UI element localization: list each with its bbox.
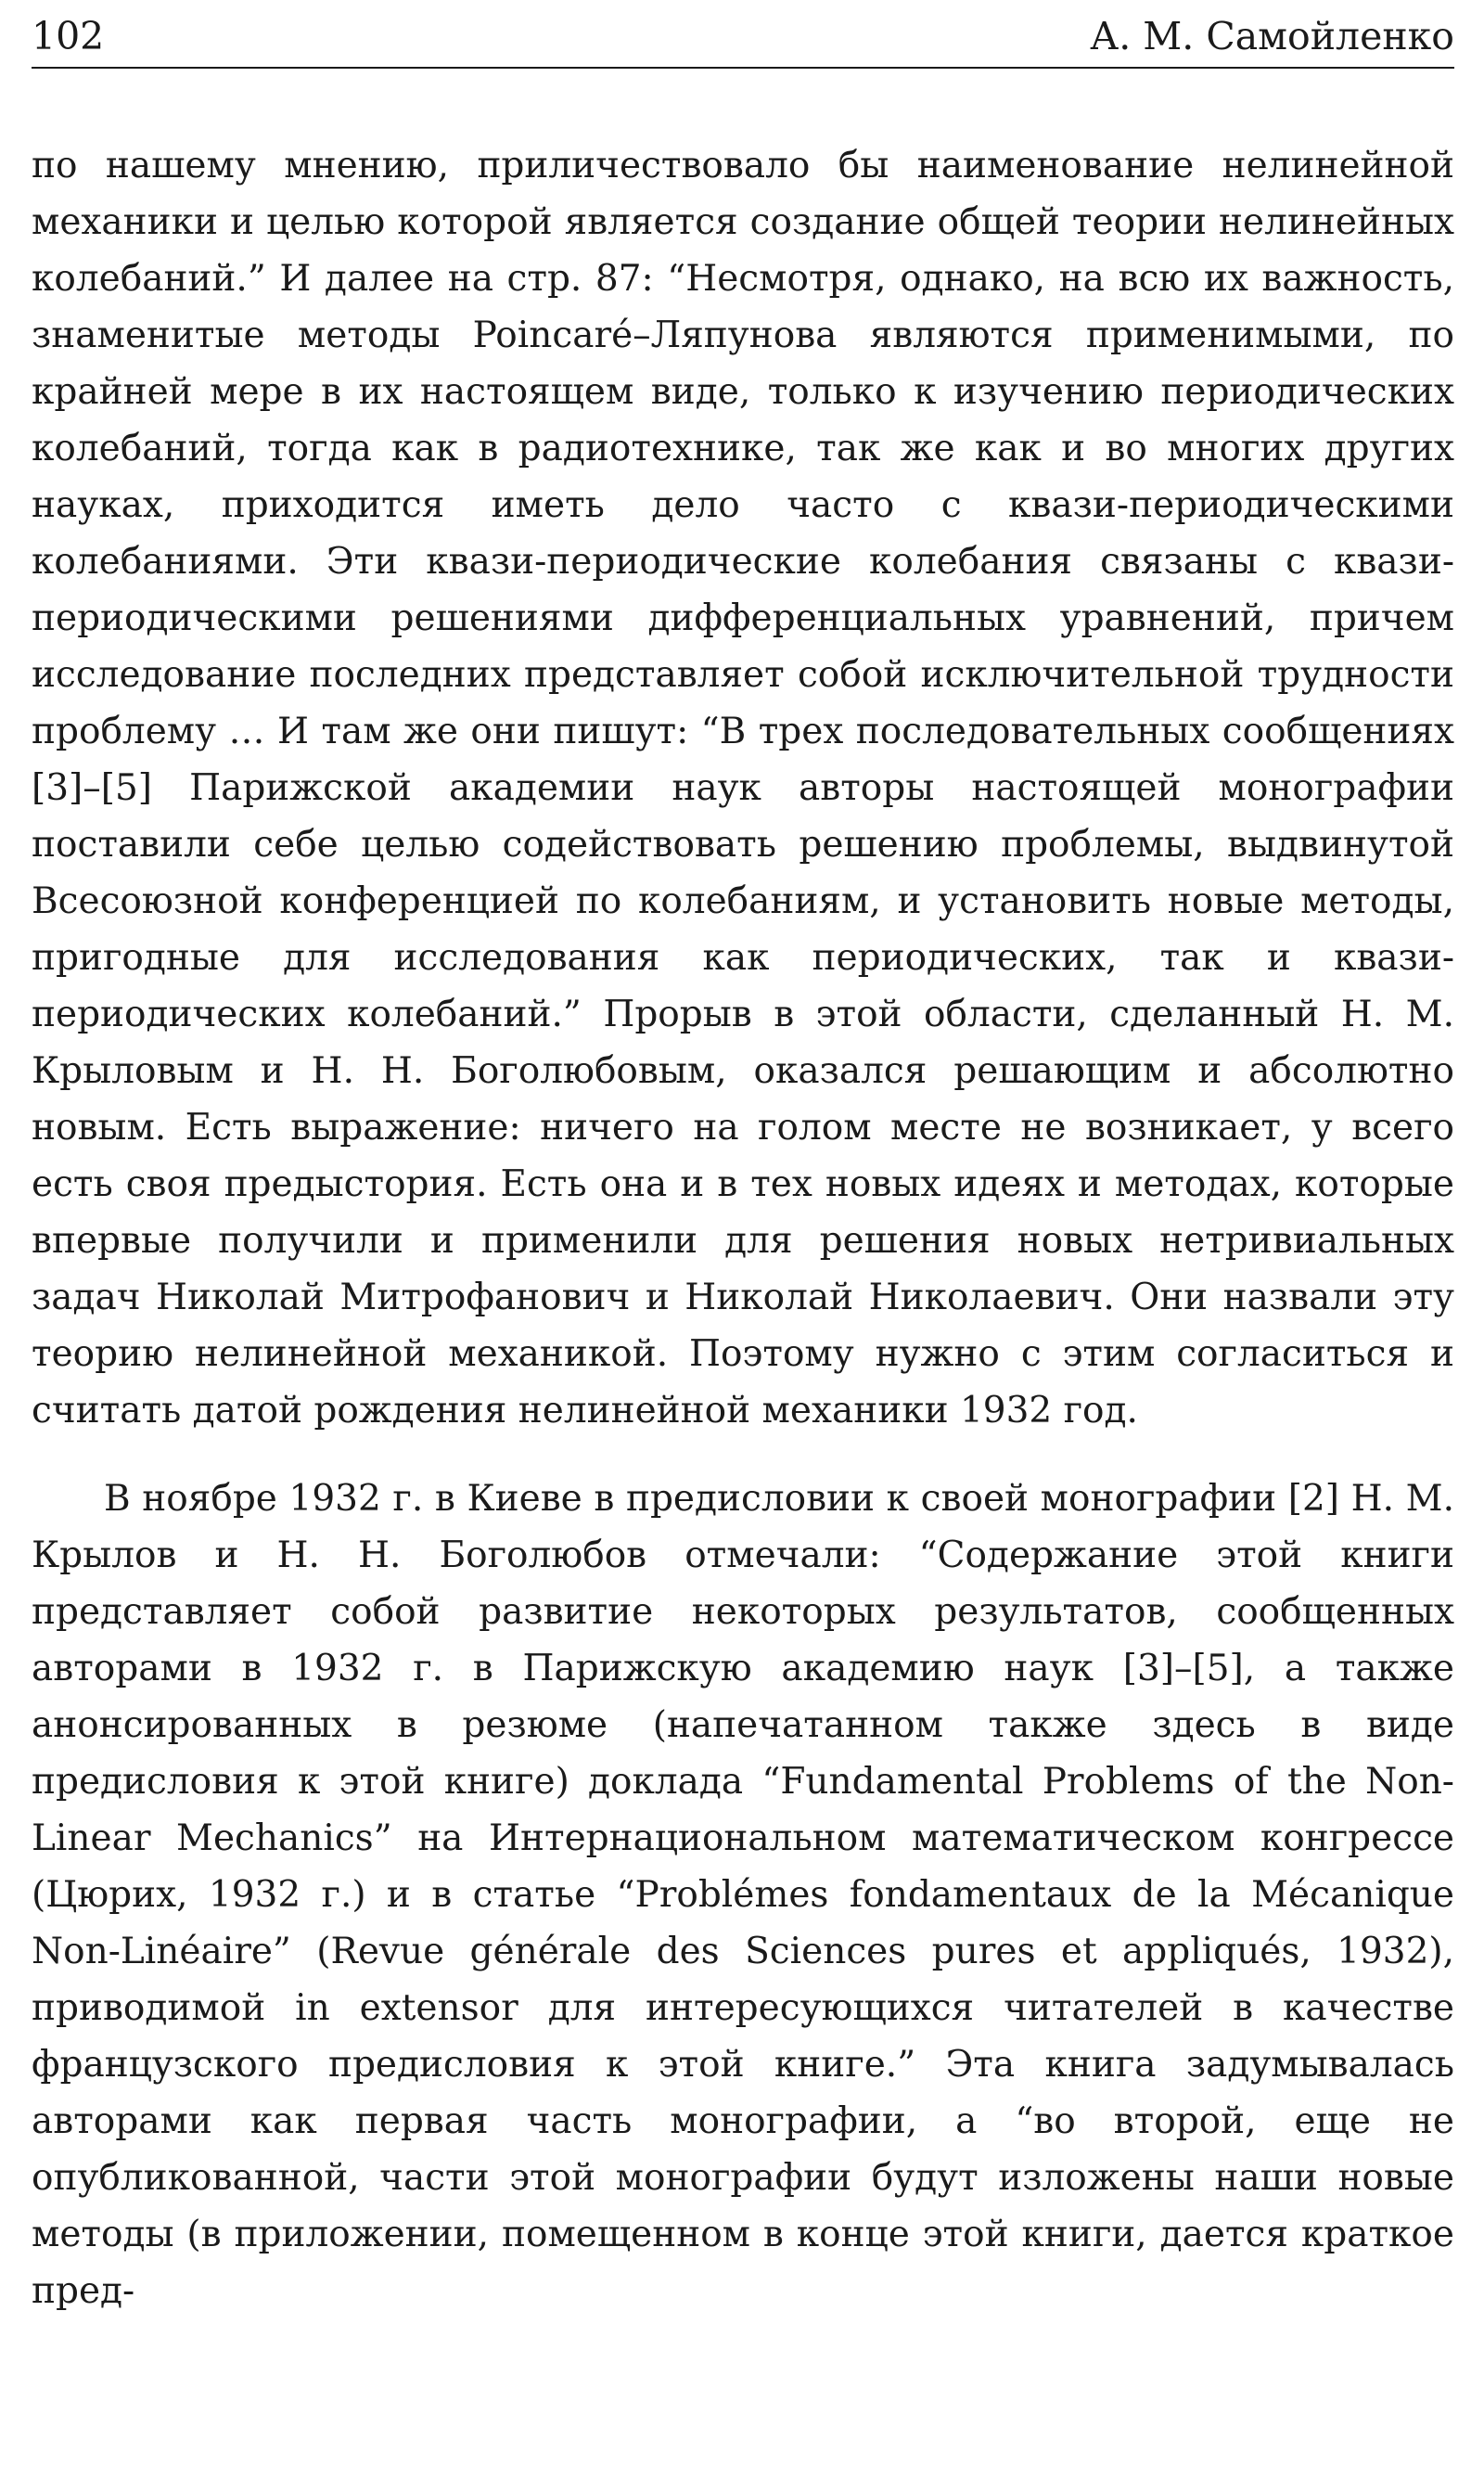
running-head-author: А. М. Самойленко [1090,14,1454,58]
page-number: 102 [32,14,105,58]
running-head [32,13,1454,69]
book-page [32,0,1454,2478]
paragraph-1: по нашему мнению, приличествовало бы наименование нелинейной механики и целью которой является создание общей теории нелинейных колебаний.” И далее на стр. 87: “Несмотря, однако, на всю их важность, знаменитые методы Poincaré–Ляпунова являются применимыми, по крайней мере в их настоящем виде, только к изучению периодических колебаний, тогда как в радиотехнике, так же как и во многих других науках, приходится иметь дело часто с квази-периодическими колебаниями. Эти квази-периодические колебания связаны с квази-периодическими решениями дифференциальных уравнений, причем исследование последних представляет собой исключительной трудности проблему … И там же они пишут: “В трех последовательных сообщениях [3]–[5] Парижской академии наук авторы настоящей монографии поставили себе целью содействовать решению проблемы, выдвинутой Всесоюзной конференцией по колебаниям, и установить новые методы, пригодные для исследования как периодических, так и квази-периодических колебаний.” Прорыв в этой области, сделанный Н. М. Крыловым и Н. Н. Боголюбовым, оказался решающим и абсолютно новым. Есть выражение: ничего на голом месте не возникает, у всего есть своя предыстория. Есть она и в тех новых идеях и методах, которые впервые получили и применили для решения новых нетривиальных задач Николай Митрофанович и Николай Николаевич. Они назвали эту теорию нелинейной механикой. Поэтому нужно с этим согласиться и считать датой рождения нелинейной механики 1932 год. [32,145,1454,1432]
body-text [32,137,1454,2319]
paragraph-2: В ноябре 1932 г. в Киеве в предисловии к своей монографии [2] Н. М. Крылов и Н. Н. Боголюбов отмечали: “Содержание этой книги представляет собой развитие некоторых результатов, сообщенных авторами в 1932 г. в Парижскую академию наук [3]–[5], а также анонсированных в резюме (напечатанном также здесь в виде предисловия к этой книге) доклада “Fundamental Problems of the Non-Linear Mechanics” на Интернациональном математическом конгрессе (Цюрих, 1932 г.) и в статье “Problémes fondamentaux de la Mécanique Non-Linéaire” (Revue générale des Sciences pures et appliqués, 1932), приводимой in extensor для интересующихся читателей в качестве французского предисловия к этой книге.” Эта книга задумывалась авторами как первая часть монографии, а “во второй, еще не опубликованной, части этой монографии будут изложены наши новые методы (в приложении, помещенном в конце этой книги, дается краткое пред- [32,1478,1454,2312]
